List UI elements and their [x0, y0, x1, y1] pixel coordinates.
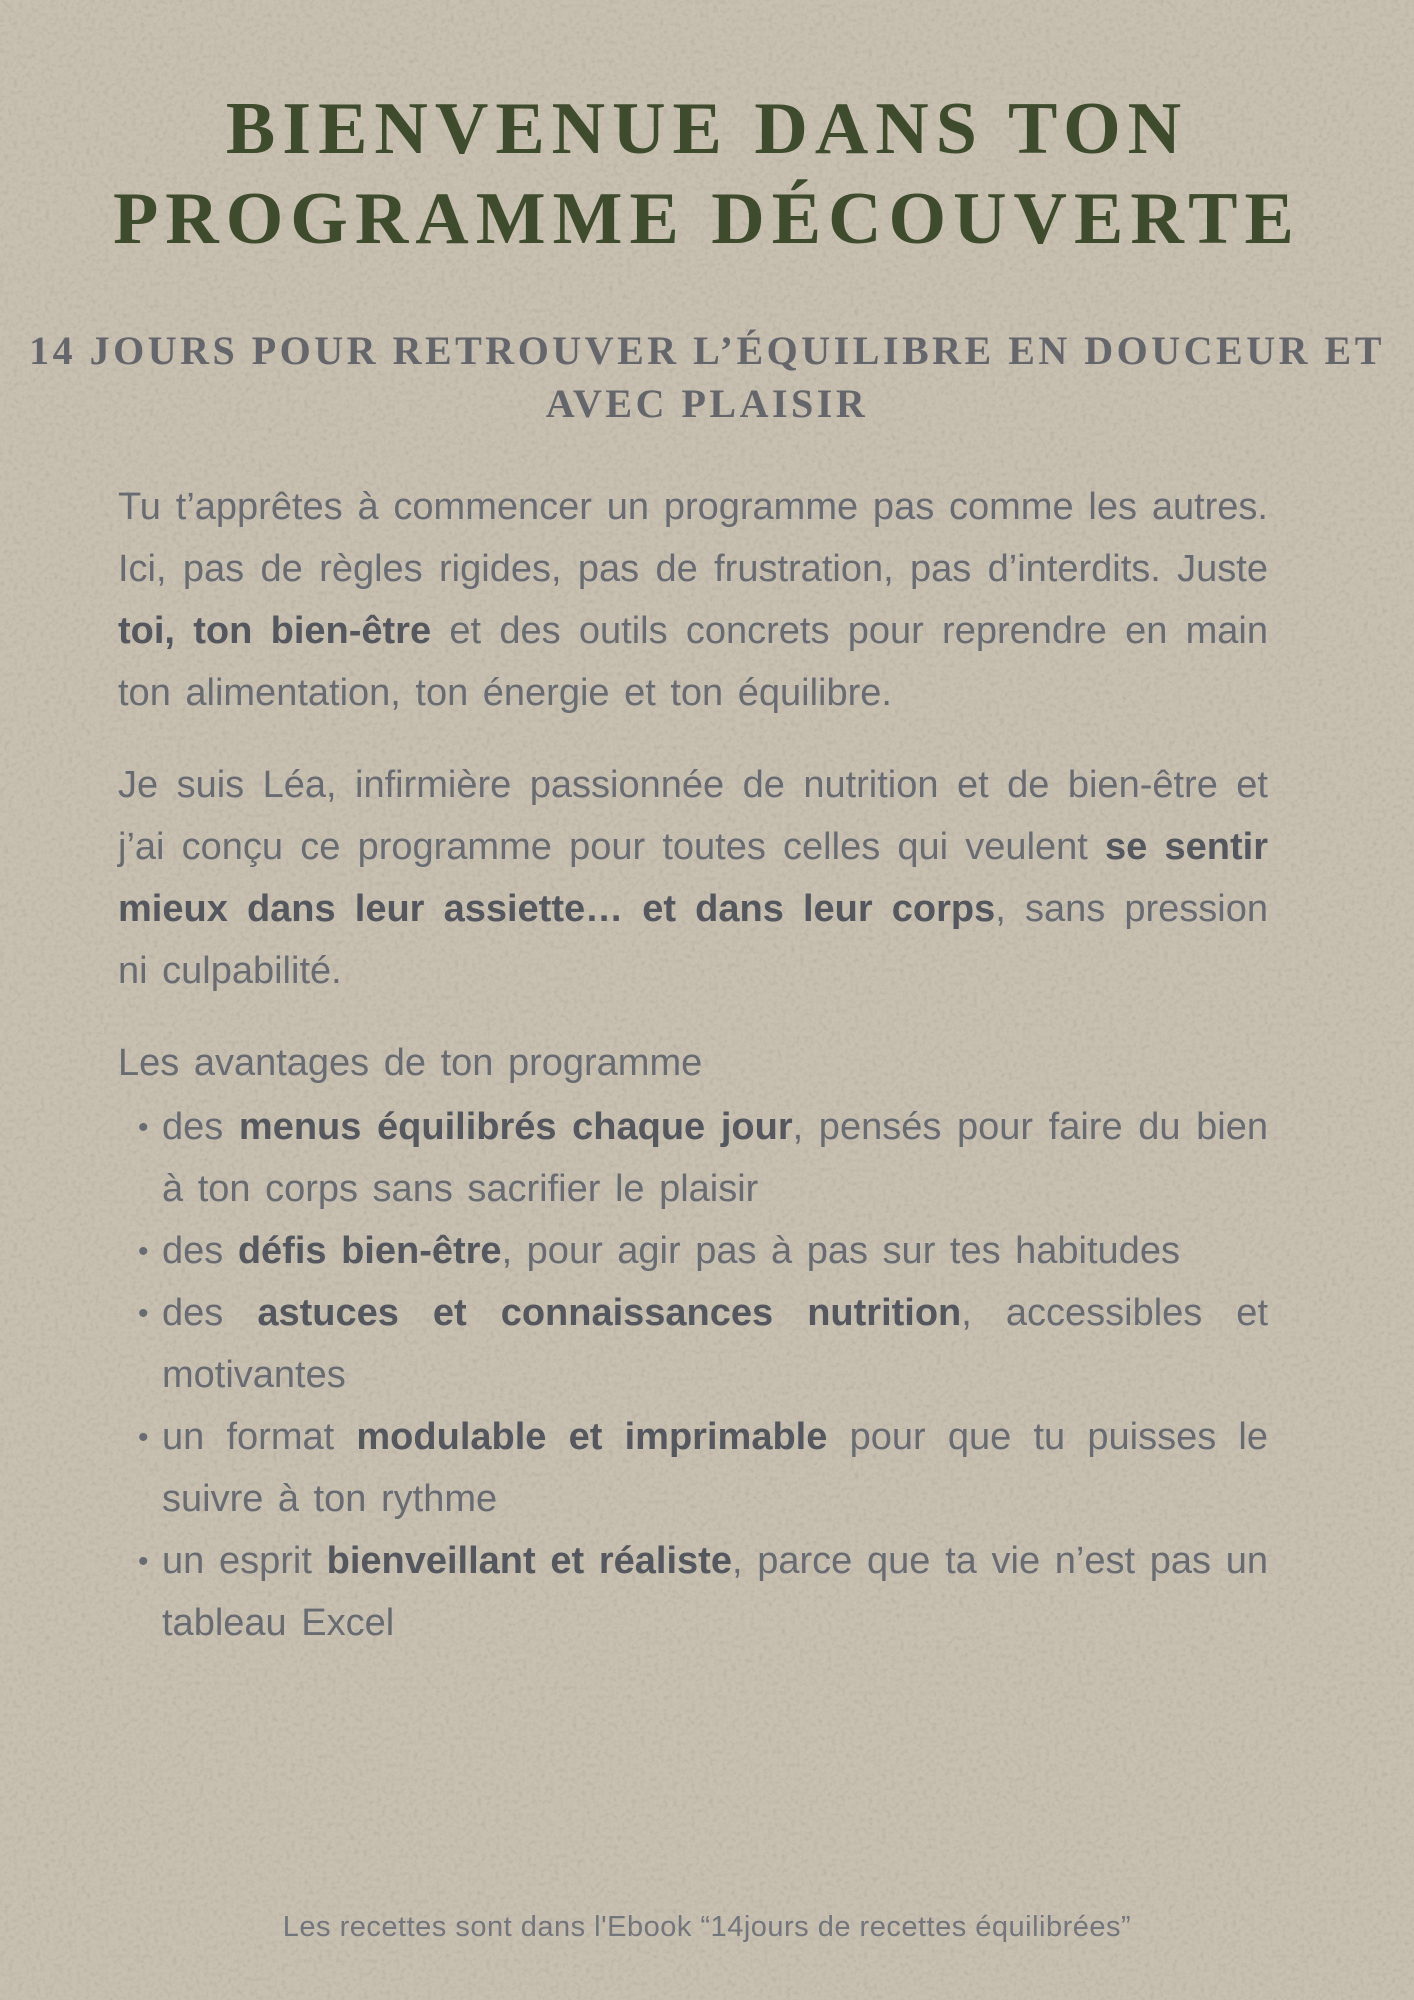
- page-title: [0, 84, 1414, 264]
- benefit-item-astuces: • des astuces et connaissances nutrition, accessibles et motivantes: [118, 1282, 1268, 1406]
- benefit-item-esprit: • un esprit bienveillant et réaliste, parce que ta vie n’est pas un tableau Excel: [118, 1530, 1268, 1654]
- page-header: [0, 0, 1414, 430]
- intro-paragraph: Tu t’apprêtes à commencer un programme pas comme les autres. Ici, pas de règles rigides, pas de frustration, pas d’interdits. Juste toi, ton bien-être et des outils concrets pour reprendre en main ton alimentation, ton énergie et ton équilibre.: [118, 486, 1269, 714]
- page-subtitle-line1: 14 JOURS POUR RETROUVER L’ÉQUILIBRE EN DOUCEUR ET: [29, 328, 1385, 373]
- benefit-item-menus: • des menus équilibrés chaque jour, pensés pour faire du bien à ton corps sans sacrifier le plaisir: [118, 1096, 1268, 1220]
- page-title-line1: BIENVENUE DANS TON: [225, 88, 1189, 170]
- footer-note: Les recettes sont dans l'Ebook “14jours de recettes équilibrées”: [282, 1911, 1132, 1943]
- benefit-item-format: • un format modulable et imprimable pour que tu puisses le suivre à ton rythme: [118, 1406, 1268, 1530]
- page-title-line2: PROGRAMME DÉCOUVERTE: [113, 178, 1301, 260]
- author-paragraph: Je suis Léa, infirmière passionnée de nutrition et de bien-être et j’ai conçu ce programme pour toutes celles qui veulent se sentir mieux dans leur assiette… et dans leur corps, sans pression ni culpabilité.: [118, 764, 1269, 992]
- page-subtitle-line2: AVEC PLAISIR: [545, 381, 869, 426]
- page-body: [118, 476, 1268, 1654]
- benefit-item-defis: • des défis bien-être, pour agir pas à pas sur tes habitudes: [118, 1220, 1268, 1282]
- page-subtitle: [0, 324, 1414, 430]
- benefits-list: [118, 1096, 1268, 1654]
- benefits-intro: Les avantages de ton programme: [118, 1042, 703, 1084]
